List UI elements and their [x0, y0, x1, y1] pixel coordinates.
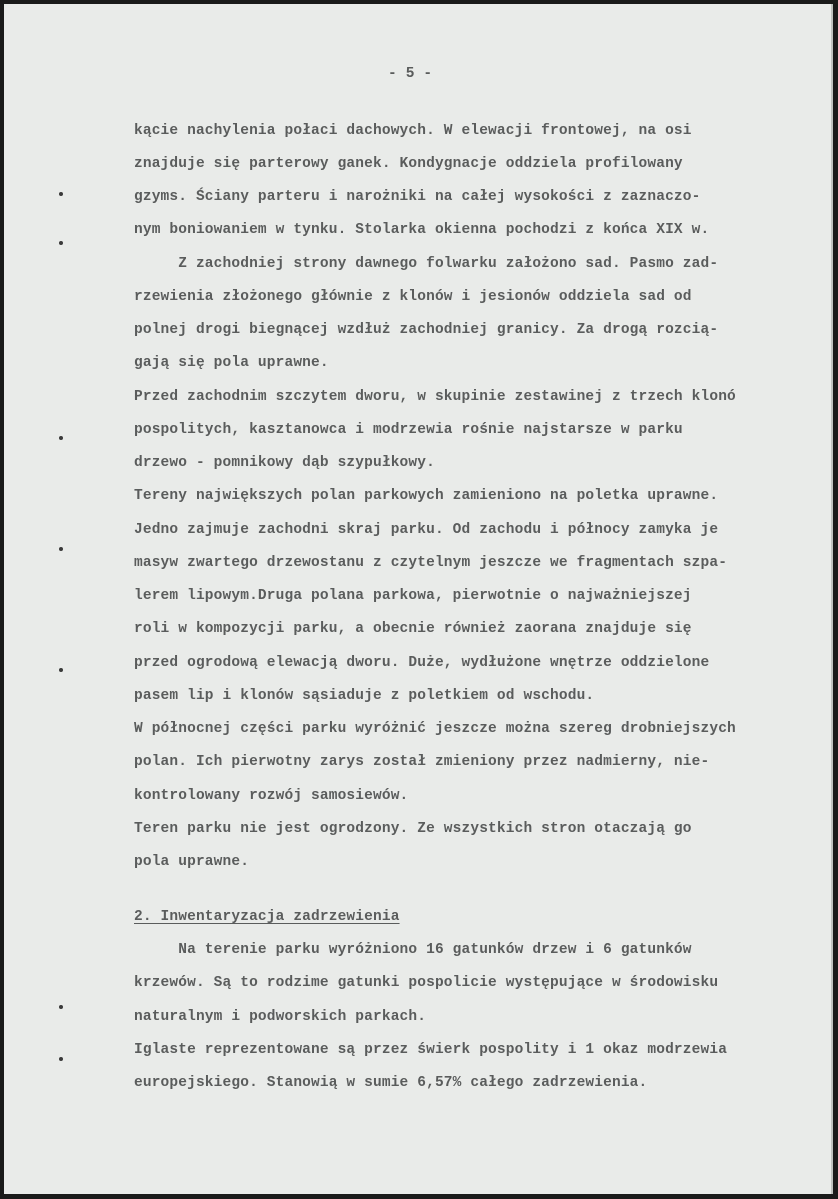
page-number: - 5 -	[388, 66, 433, 82]
text-line: Tereny największych polan parkowych zamieniono na poletka uprawne.	[134, 488, 719, 504]
text-line: Jedno zajmuje zachodni skraj parku. Od zachodu i północy zamyka je	[134, 522, 719, 538]
text-line: rzewienia złożonego głównie z klonów i jesionów oddziela sad od	[134, 289, 692, 305]
text-line: Przed zachodnim szczytem dworu, w skupinie zestawinej z trzech klonó	[134, 389, 736, 405]
text-line: Z zachodniej strony dawnego folwarku założono sad. Pasmo zad-	[134, 256, 719, 272]
document-page	[4, 4, 833, 1194]
text-line: polnej drogi biegnącej wzdłuż zachodniej granicy. Za drogą rozcią-	[134, 322, 719, 338]
text-line: nym boniowaniem w tynku. Stolarka okienna pochodzi z końca XIX w.	[134, 222, 710, 238]
text-line: gzyms. Ściany parteru i narożniki na całej wysokości z zaznaczo-	[134, 189, 701, 205]
margin-mark	[59, 1005, 63, 1009]
text-line: lerem lipowym.Druga polana parkowa, pierwotnie o najważniejszej	[134, 588, 692, 604]
section-heading: 2. Inwentaryzacja zadrzewienia	[134, 909, 400, 925]
text-line: kontrolowany rozwój samosiewów.	[134, 788, 409, 804]
text-line: pasem lip i klonów sąsiaduje z poletkiem od wschodu.	[134, 688, 595, 704]
text-line: krzewów. Są to rodzime gatunki pospolicie występujące w środowisku	[134, 975, 719, 991]
text-line: europejskiego. Stanowią w sumie 6,57% całego zadrzewienia.	[134, 1075, 648, 1091]
margin-mark	[59, 436, 63, 440]
text-line: Teren parku nie jest ogrodzony. Ze wszystkich stron otaczają go	[134, 821, 692, 837]
text-line: W północnej części parku wyróżnić jeszcze można szereg drobniejszych	[134, 721, 736, 737]
text-line: roli w kompozycji parku, a obecnie również zaorana znajduje się	[134, 621, 692, 637]
text-line: pola uprawne.	[134, 854, 250, 870]
text-line: przed ogrodową elewacją dworu. Duże, wydłużone wnętrze oddzielone	[134, 655, 710, 671]
margin-mark	[59, 668, 63, 672]
text-line: naturalnym i podworskich parkach.	[134, 1009, 427, 1025]
margin-mark	[59, 547, 63, 551]
margin-mark	[59, 1057, 63, 1061]
text-line: Na terenie parku wyróżniono 16 gatunków drzew i 6 gatunków	[134, 942, 692, 958]
text-line: gają się pola uprawne.	[134, 355, 329, 371]
text-line: Iglaste reprezentowane są przez świerk pospolity i 1 okaz modrzewia	[134, 1042, 728, 1058]
text-line: pospolitych, kasztanowca i modrzewia rośnie najstarsze w parku	[134, 422, 683, 438]
text-line: znajduje się parterowy ganek. Kondygnacje oddziela profilowany	[134, 156, 683, 172]
margin-mark	[59, 192, 63, 196]
margin-mark	[59, 241, 63, 245]
text-line: masyw zwartego drzewostanu z czytelnym jeszcze we fragmentach szpa-	[134, 555, 728, 571]
text-line: polan. Ich pierwotny zarys został zmieniony przez nadmierny, nie-	[134, 754, 710, 770]
text-line: drzewo - pomnikowy dąb szypułkowy.	[134, 455, 435, 471]
text-line: kącie nachylenia połaci dachowych. W elewacji frontowej, na osi	[134, 123, 692, 139]
